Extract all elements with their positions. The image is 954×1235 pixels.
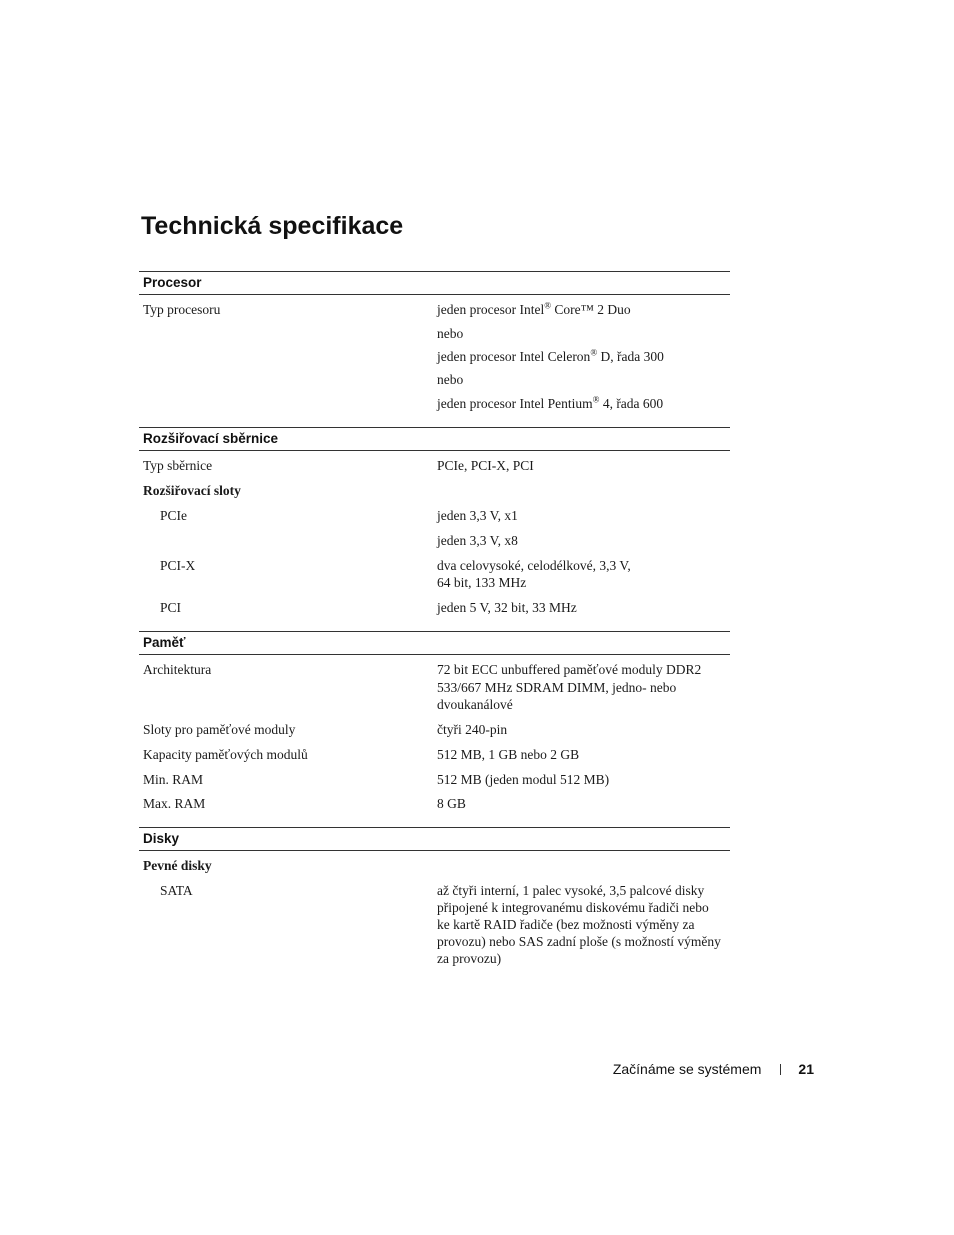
spec-value: 8 GB: [437, 796, 466, 811]
footer-chapter: Začínáme se systémem: [612, 1061, 762, 1077]
spec-value: [437, 348, 729, 365]
page-number: 21: [798, 1061, 814, 1077]
spec-label: PCI: [160, 600, 182, 615]
page-title: Technická specifikace: [141, 212, 404, 240]
spec-label: PCIe: [160, 508, 187, 523]
spec-value: ke kartě RAID řadiče (bez možnosti výměny za: [437, 917, 695, 932]
spec-label: Typ procesoru: [143, 302, 221, 317]
spec-label: Rozšiřovací sloty: [143, 483, 241, 498]
spec-value: 512 MB (jeden modul 512 MB): [437, 772, 610, 787]
spec-label: Sloty pro paměťové moduly: [143, 722, 296, 737]
spec-value: jeden 5 V, 32 bit, 33 MHz: [437, 600, 577, 615]
page-footer: [613, 1061, 814, 1077]
spec-value: nebo: [437, 326, 464, 341]
section-drives: [139, 827, 730, 966]
section-heading: Paměť: [139, 631, 730, 655]
value-text: D, řada 300: [597, 349, 664, 364]
spec-value: 64 bit, 133 MHz: [437, 575, 527, 590]
spec-value: 512 MB, 1 GB nebo 2 GB: [437, 747, 580, 762]
spec-label: Max. RAM: [143, 796, 206, 811]
section-memory: [139, 631, 730, 811]
spec-label: Typ sběrnice: [143, 458, 213, 473]
section-heading: Disky: [139, 827, 730, 851]
spec-value: [437, 395, 729, 412]
value-text: jeden procesor Intel Celeron: [437, 349, 591, 364]
value-text: jeden procesor Intel: [437, 302, 545, 317]
spec-value: 72 bit ECC unbuffered paměťové moduly DDR2: [437, 662, 702, 677]
spec-value: PCIe, PCI-X, PCI: [437, 458, 534, 473]
spec-label: Min. RAM: [143, 772, 204, 787]
spec-label: Architektura: [143, 662, 212, 677]
section-procesor: [139, 271, 730, 411]
spec-value: až čtyři interní, 1 palec vysoké, 3,5 palcové disky: [437, 883, 705, 898]
spec-value: připojené k integrovanému diskovému řadiči nebo: [437, 900, 709, 915]
spec-label: PCI-X: [160, 558, 196, 573]
value-text: Core™ 2 Duo: [551, 302, 631, 317]
section-bus: [139, 427, 730, 615]
spec-value: dvoukanálové: [437, 697, 513, 712]
spec-value: jeden 3,3 V, x8: [437, 533, 518, 548]
spec-value: 533/667 MHz SDRAM DIMM, jedno- nebo: [437, 680, 677, 695]
spec-value: za provozu): [437, 951, 502, 966]
section-heading: Procesor: [139, 271, 730, 295]
value-text: 4, řada 600: [599, 396, 664, 411]
spec-label: Pevné disky: [143, 858, 212, 873]
value-text: jeden procesor Intel Pentium: [437, 396, 593, 411]
spec-value: dva celovysoké, celodélkové, 3,3 V,: [437, 558, 631, 573]
footer-separator: [780, 1064, 781, 1075]
spec-value: jeden 3,3 V, x1: [437, 508, 518, 523]
registered-mark: ®: [544, 300, 552, 311]
spec-value: [437, 301, 729, 318]
spec-value: nebo: [437, 372, 464, 387]
registered-mark: ®: [592, 394, 600, 405]
registered-mark: ®: [590, 347, 598, 358]
section-heading: Rozšiřovací sběrnice: [139, 427, 730, 451]
spec-label: Kapacity paměťových modulů: [143, 747, 308, 762]
spec-value: provozu) nebo SAS zadní ploše (s možností výměny: [437, 934, 721, 949]
spec-label: SATA: [160, 883, 193, 898]
spec-value: čtyři 240-pin: [437, 722, 508, 737]
